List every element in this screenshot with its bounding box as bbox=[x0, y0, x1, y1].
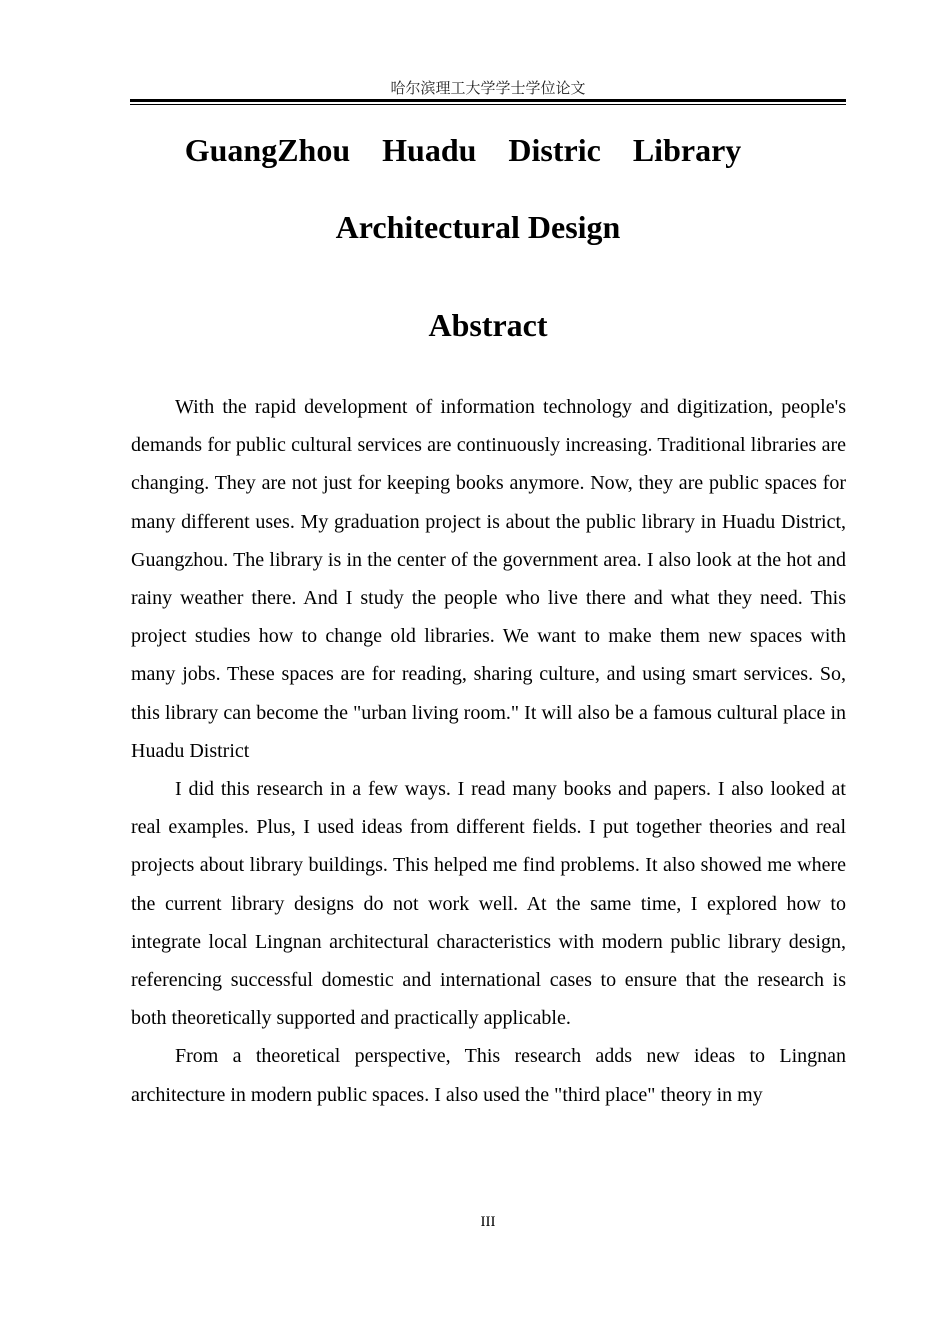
abstract-paragraph-1: With the rapid development of information technology and digitization, people's demands for public cultural services are continuously increasing. Traditional libraries are changing. They are not just for keeping books anymore. Now, they are public spaces for many different uses. My graduation project is about the public library in Huadu District, Guangzhou. The library is in the center of the government area. I also look at the hot and rainy weather there. And I study the people who live there and what they need. This project studies how to change old libraries. We want to make them new spaces with many jobs. These spaces are for reading, sharing culture, and using smart services. So, this library can become the "urban living room." It will also be a famous cultural place in Huadu District bbox=[131, 396, 846, 762]
abstract-paragraph-2: I did this research in a few ways. I read many books and papers. I also looked at real examples. Plus, I used ideas from different fields. I put together theories and real projects about library buildings. This helped me find problems. It also showed me where the current library designs do not work well. At the same time, I explored how to integrate local Lingnan architectural characteristics with modern public library design, referencing successful domestic and international cases to ensure that the research is both theoretically supported and practically applicable. bbox=[131, 778, 846, 1030]
thesis-title-line-2: Architectural Design bbox=[335, 209, 621, 245]
running-header: 哈尔滨理工大学学士学位论文 bbox=[390, 79, 586, 97]
thesis-title-line-1: GuangZhou Huadu Distric Library bbox=[184, 132, 742, 168]
header-rule-thin bbox=[130, 104, 846, 105]
abstract-heading: Abstract bbox=[428, 307, 548, 343]
abstract-paragraph-3: From a theoretical perspective, This research adds new ideas to Lingnan architecture in modern public spaces. I also used the "third place" theory in my bbox=[131, 1045, 846, 1106]
page-number: III bbox=[480, 1214, 496, 1230]
header-rule-thick bbox=[130, 99, 846, 102]
abstract-body bbox=[131, 388, 846, 1114]
